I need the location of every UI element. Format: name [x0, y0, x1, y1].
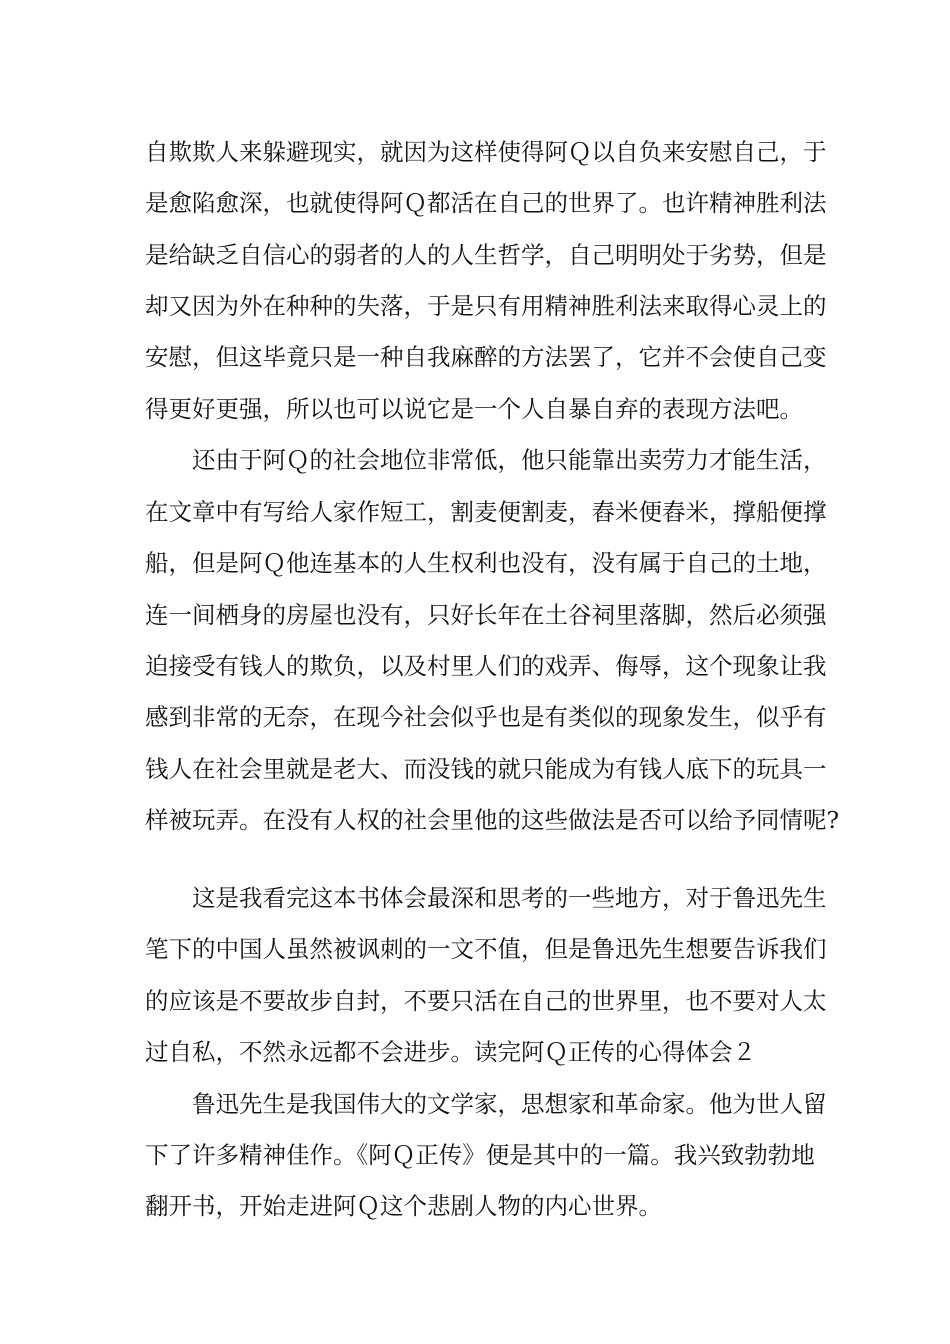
text-line: 是愈陷愈深，也就使得阿Ｑ都活在自己的世界了。也许精神胜利法: [145, 189, 827, 217]
text-line: 船，但是阿Ｑ他连基本的人生权利也没有，没有属于自己的土地，: [145, 549, 827, 577]
text-line: 下了许多精神佳作。《阿Ｑ正传》便是其中的一篇。我兴致勃勃地: [145, 1141, 815, 1169]
text-line: 的应该是不要故步自封，不要只活在自己的世界里，也不要对人太: [145, 987, 827, 1015]
text-line: 连一间栖身的房屋也没有，只好长年在土谷祠里落脚，然后必须强: [145, 601, 827, 629]
text-line: 鲁迅先生是我国伟大的文学家，思想家和革命家。他为世人留: [192, 1090, 827, 1118]
text-line: 是给缺乏自信心的弱者的人的人生哲学，自己明明处于劣势，但是: [145, 241, 827, 269]
text-line: 安慰，但这毕竟只是一种自我麻醉的方法罢了，它并不会使自己变: [145, 343, 827, 371]
text-line: 翻开书，开始走进阿Ｑ这个悲剧人物的内心世界。: [145, 1192, 662, 1220]
text-line: 迫接受有钱人的欺负，以及村里人们的戏弄、侮辱，这个现象让我: [145, 652, 827, 680]
text-line: 还由于阿Ｑ的社会地位非常低，他只能靠出卖劳力才能生活，: [192, 446, 827, 474]
text-line: 这是我看完这本书体会最深和思考的一些地方，对于鲁迅先生: [192, 884, 827, 912]
text-line: 得更好更强，所以也可以说它是一个人自暴自弃的表现方法吧。: [145, 395, 803, 423]
text-line: 笔下的中国人虽然被讽刺的一文不值，但是鲁迅先生想要告诉我们: [145, 935, 827, 963]
text-line: 自欺欺人来躲避现实，就因为这样使得阿Ｑ以自负来安慰自己，于: [145, 138, 827, 166]
text-line: 在文章中有写给人家作短工，割麦便割麦，舂米便舂米，撑船便撑: [145, 498, 827, 526]
text-line: 却又因为外在种种的失落，于是只有用精神胜利法来取得心灵上的: [145, 292, 827, 320]
text-line: 钱人在社会里就是老大、而没钱的就只能成为有钱人底下的玩具一: [145, 755, 827, 783]
text-line: 过自私，不然永远都不会进步。读完阿Ｑ正传的心得体会２: [145, 1038, 756, 1066]
text-line: 样被玩弄。在没有人权的社会里他的这些做法是否可以给予同情呢?: [145, 806, 840, 834]
text-line: 感到非常的无奈，在现今社会似乎也是有类似的现象发生，似乎有: [145, 703, 827, 731]
